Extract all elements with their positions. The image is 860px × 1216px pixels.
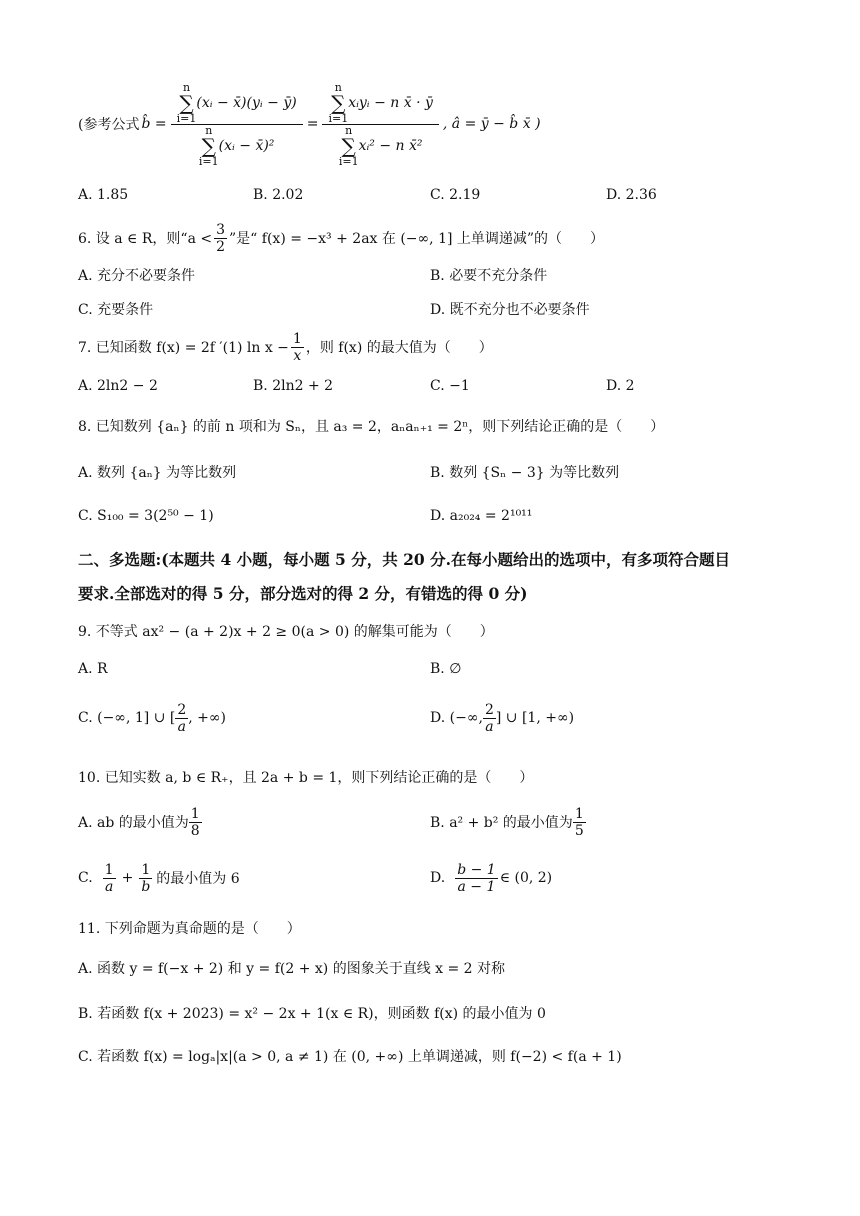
q5-option-b: B. 2.02 (253, 187, 304, 203)
formula-frac1-denominator: (xᵢ − x̄)² (218, 137, 275, 154)
q10-a-fraction: $\frac{1}{8}$ (190, 805, 200, 839)
q9-d-fraction: $\frac{2}{a}$ (484, 701, 494, 735)
q9-option-d: D. (−∞, $\frac{2}{a}$ ] ∪ [1, +∞) (430, 701, 575, 735)
section-header-line-2: 要求.全部选对的得 5 分，部分选对的得 2 分，有错选的得 0 分) (78, 584, 528, 603)
q5-option-d: D. 2.36 (606, 187, 657, 203)
q10-c-fraction-2: $\frac{1}{b}$ (141, 861, 151, 895)
sum-symbol: n ∑ i=1 (338, 123, 359, 168)
q9-option-c: C. (−∞, 1] ∪ [ $\frac{2}{a}$ , +∞) (78, 701, 227, 735)
q10-d-fraction: $\frac{b - 1}{a - 1}$ (457, 861, 496, 895)
sum-symbol: n ∑ i=1 (328, 80, 349, 125)
q6-option-a: A. 充分不必要条件 (78, 268, 196, 284)
section-header-line-1: 二、多选题:(本题共 4 小题，每小题 5 分，共 20 分.在每小题给出的选项中，有多项符合题目 (78, 550, 730, 569)
formula-frac1-numerator: (xᵢ − x̄)(yᵢ − ȳ) (196, 94, 297, 111)
q10-option-d: D. $\frac{b - 1}{a - 1}$ ∈ (0, 2) (430, 861, 553, 895)
q7-option-c: C. −1 (430, 378, 470, 394)
q5-option-a: A. 1.85 (78, 187, 129, 203)
sum-symbol: n ∑ i=1 (198, 123, 219, 168)
q8-option-c: C. S₁₀₀ = 3(2⁵⁰ − 1) (78, 508, 214, 524)
q10-option-c: C. $\frac{1}{a}$ + $\frac{1}{b}$ 的最小值为 6 (78, 861, 240, 895)
q10-stem: 10. 已知实数 a, b ∈ R₊，且 2a + b = 1，则下列结论正确的是（ ） (78, 770, 534, 786)
q8-stem: 8. 已知数列 {aₙ} 的前 n 项和为 Sₙ，且 a₃ = 2，aₙaₙ₊₁ = 2ⁿ，则下列结论正确的是（ ） (78, 419, 665, 435)
q6-option-d: D. 既不充分也不必要条件 (430, 302, 590, 318)
formula-tail: , â = ȳ − b̂ x̄ ) (442, 116, 541, 132)
q8-option-a: A. 数列 {aₙ} 为等比数列 (78, 465, 237, 481)
q5-option-c: C. 2.19 (430, 187, 481, 203)
q9-stem: 9. 不等式 ax² − (a + 2)x + 2 ≥ 0(a > 0) 的解集可能为（ ） (78, 624, 494, 640)
formula-frac2-numerator: xᵢyᵢ − n x̄ · ȳ (348, 94, 433, 111)
formula-lhs: b̂ = (141, 116, 167, 132)
formula-fraction-1 (171, 82, 303, 167)
reference-formula: (参考公式 b̂ = n ∑ i=1 (xᵢ − x̄)(yᵢ − ȳ) n ∑ i=1 (xᵢ − x̄)² = n ∑ i=1 xᵢyᵢ − n x̄ · ȳ n ∑ i=1 xᵢ² − n x̄² , â = ȳ − b̂ x̄ ) (78, 80, 541, 168)
q8-option-b: B. 数列 {Sₙ − 3} 为等比数列 (430, 465, 620, 481)
q11-option-c: C. 若函数 f(x) = logₐ|x|(a > 0, a ≠ 1) 在 (0, +∞) 上单调递减，则 f(−2) < f(a + 1) (78, 1049, 622, 1065)
q6-fraction: $\frac{3}{2}$ (216, 221, 226, 255)
q10-option-a: A. ab 的最小值为 $\frac{1}{8}$ (78, 805, 200, 839)
q10-b-fraction: $\frac{1}{5}$ (574, 805, 584, 839)
formula-fraction-2 (322, 82, 438, 167)
sum-symbol: n ∑ i=1 (176, 80, 197, 125)
q9-c-fraction: $\frac{2}{a}$ (177, 701, 187, 735)
formula-prefix: (参考公式 (78, 117, 140, 133)
q6-option-b: B. 必要不充分条件 (430, 268, 548, 284)
q7-stem: 7. 已知函数 f(x) = 2f ′(1) ln x − $\frac{1}{x}$ ，则 f(x) 的最大值为（ ） (78, 330, 493, 364)
q10-c-fraction-1: $\frac{1}{a}$ (104, 861, 114, 895)
q6-stem: 6. 设 a ∈ R，则“a < $\frac{3}{2}$ ”是“ f(x) = −x³ + 2ax 在 (−∞, 1] 上单调递减”的（ ） (78, 221, 605, 255)
q7-option-b: B. 2ln2 + 2 (253, 378, 334, 394)
q9-option-a: A. R (78, 661, 108, 677)
q7-fraction: $\frac{1}{x}$ (292, 330, 302, 364)
q10-option-b: B. a² + b² 的最小值为 $\frac{1}{5}$ (430, 805, 584, 839)
q7-option-d: D. 2 (606, 378, 635, 394)
q11-option-a: A. 函数 y = f(−x + 2) 和 y = f(2 + x) 的图象关于直线 x = 2 对称 (78, 961, 506, 977)
q7-option-a: A. 2ln2 − 2 (78, 378, 158, 394)
q11-stem: 11. 下列命题为真命题的是（ ） (78, 921, 301, 937)
q8-option-d: D. a₂₀₂₄ = 2¹⁰¹¹ (430, 508, 533, 524)
q11-option-b: B. 若函数 f(x + 2023) = x² − 2x + 1(x ∈ R)，则函数 f(x) 的最小值为 0 (78, 1006, 546, 1022)
q6-option-c: C. 充要条件 (78, 302, 154, 318)
q9-option-b: B. ∅ (430, 661, 462, 677)
formula-frac2-denominator: xᵢ² − n x̄² (358, 137, 423, 154)
